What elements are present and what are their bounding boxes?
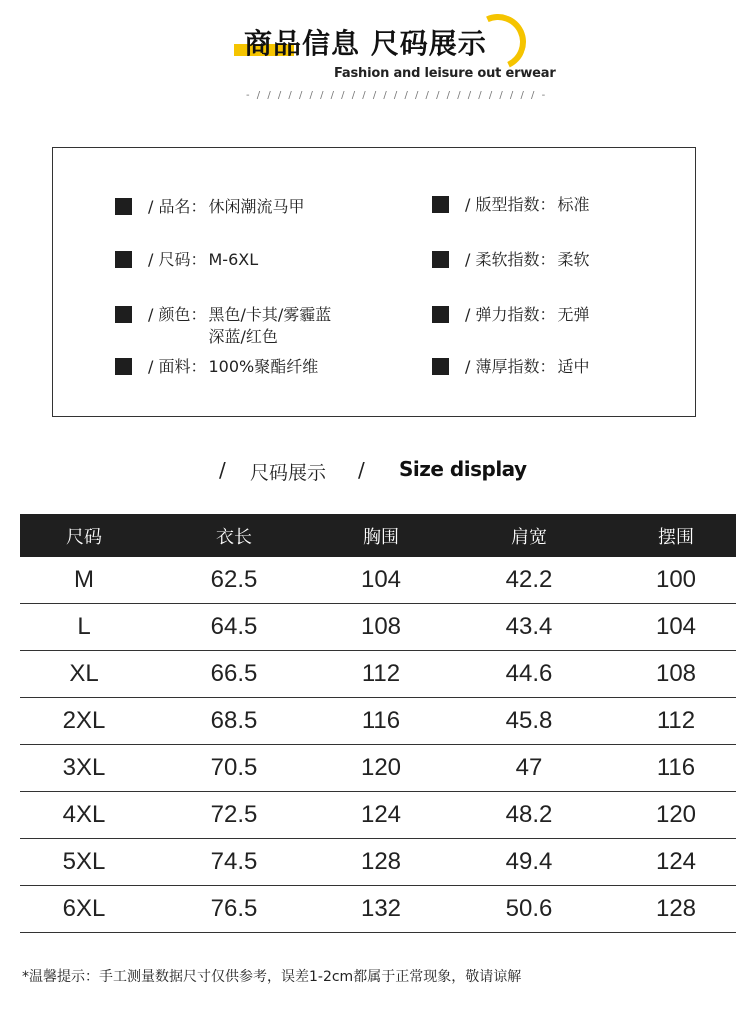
table-cell: 108 <box>320 604 442 651</box>
table-row <box>20 651 736 698</box>
size-section-heading <box>0 455 750 487</box>
table-cell: 44.6 <box>442 651 616 698</box>
table-cell: 124 <box>616 839 736 886</box>
table-cell: 116 <box>320 698 442 745</box>
table-cell: 112 <box>320 651 442 698</box>
table-cell: 2XL <box>20 698 148 745</box>
table-row <box>20 839 736 886</box>
footnote: *温馨提示：手工测量数据尺寸仅供参考，误差1-2cm都属于正常现象，敬请谅解 <box>22 969 522 985</box>
table-cell: 5XL <box>20 839 148 886</box>
info-value: 100%聚酯纤维 <box>208 357 319 376</box>
info-value: 柔软 <box>557 250 590 269</box>
table-cell: 128 <box>616 886 736 933</box>
table-cell: 124 <box>320 792 442 839</box>
table-cell: 100 <box>616 557 736 604</box>
table-cell: 120 <box>320 745 442 792</box>
table-cell: 116 <box>616 745 736 792</box>
bullet-square-icon <box>115 251 132 268</box>
table-cell: 49.4 <box>442 839 616 886</box>
table-cell: 128 <box>320 839 442 886</box>
table-cell: 66.5 <box>148 651 320 698</box>
table-cell: M <box>20 557 148 604</box>
info-label: / 版型指数： <box>465 195 556 214</box>
size-heading-en: Size display <box>399 457 527 481</box>
col-header-chest: 胸围 <box>320 514 442 557</box>
table-cell: 120 <box>616 792 736 839</box>
page-subtitle: Fashion and leisure out erwear <box>334 66 556 81</box>
table-row <box>20 745 736 792</box>
table-cell: 108 <box>616 651 736 698</box>
info-label: / 颜色： <box>148 305 207 324</box>
table-cell: 6XL <box>20 886 148 933</box>
table-cell: 43.4 <box>442 604 616 651</box>
table-cell: 42.2 <box>442 557 616 604</box>
col-header-length: 衣长 <box>148 514 320 557</box>
info-value: 适中 <box>557 357 590 376</box>
info-value: 标准 <box>557 195 590 214</box>
bullet-square-icon <box>432 251 449 268</box>
size-table <box>20 514 736 933</box>
col-header-hem: 摆围 <box>616 514 736 557</box>
table-cell: 48.2 <box>442 792 616 839</box>
table-cell: 50.6 <box>442 886 616 933</box>
table-cell: 45.8 <box>442 698 616 745</box>
table-cell: 104 <box>320 557 442 604</box>
info-item-softness <box>432 249 590 271</box>
table-row <box>20 698 736 745</box>
table-cell: 70.5 <box>148 745 320 792</box>
info-item-color <box>115 304 331 348</box>
table-cell: L <box>20 604 148 651</box>
info-item-fabric <box>115 356 318 378</box>
info-value: 无弹 <box>557 305 590 324</box>
header-divider: - / / / / / / / / / / / / / / / / / / / / / / / / / / / - <box>246 90 548 101</box>
info-label: / 尺码： <box>148 250 207 269</box>
heading-slash: / <box>358 458 365 482</box>
info-value <box>208 304 331 348</box>
info-value-line2: 深蓝/红色 <box>208 327 278 346</box>
info-item-size <box>115 249 258 271</box>
page-header <box>0 0 750 110</box>
table-cell: 4XL <box>20 792 148 839</box>
table-cell: 104 <box>616 604 736 651</box>
table-row <box>20 557 736 604</box>
table-row <box>20 604 736 651</box>
bullet-square-icon <box>115 198 132 215</box>
info-item-elasticity <box>432 304 590 326</box>
info-value: M-6XL <box>208 250 259 269</box>
table-cell: 68.5 <box>148 698 320 745</box>
bullet-square-icon <box>115 358 132 375</box>
info-value-line1: 黑色/卡其/雾霾蓝 <box>208 305 332 324</box>
table-row <box>20 886 736 933</box>
bullet-square-icon <box>432 196 449 213</box>
table-cell: 76.5 <box>148 886 320 933</box>
size-heading-cn: 尺码展示 <box>250 462 327 484</box>
bullet-square-icon <box>432 358 449 375</box>
table-cell: 112 <box>616 698 736 745</box>
table-header-row <box>20 514 736 557</box>
info-label: / 薄厚指数： <box>465 357 556 376</box>
info-value: 休闲潮流马甲 <box>208 197 305 216</box>
table-cell: XL <box>20 651 148 698</box>
info-label: / 柔软指数： <box>465 250 556 269</box>
bullet-square-icon <box>432 306 449 323</box>
product-info-box <box>52 147 696 417</box>
col-header-size: 尺码 <box>20 514 148 557</box>
heading-slash: / <box>219 458 226 482</box>
info-label: / 品名： <box>148 197 207 216</box>
info-label: / 面料： <box>148 357 207 376</box>
table-row <box>20 792 736 839</box>
info-item-thickness <box>432 356 590 378</box>
bullet-square-icon <box>115 306 132 323</box>
table-cell: 3XL <box>20 745 148 792</box>
info-label: / 弹力指数： <box>465 305 556 324</box>
info-item-fit <box>432 194 590 216</box>
table-cell: 47 <box>442 745 616 792</box>
table-cell: 62.5 <box>148 557 320 604</box>
col-header-shoulder: 肩宽 <box>442 514 616 557</box>
table-cell: 132 <box>320 886 442 933</box>
page-title: 商品信息 尺码展示 <box>244 27 487 60</box>
info-item-name <box>115 196 305 218</box>
table-cell: 74.5 <box>148 839 320 886</box>
table-cell: 64.5 <box>148 604 320 651</box>
table-cell: 72.5 <box>148 792 320 839</box>
